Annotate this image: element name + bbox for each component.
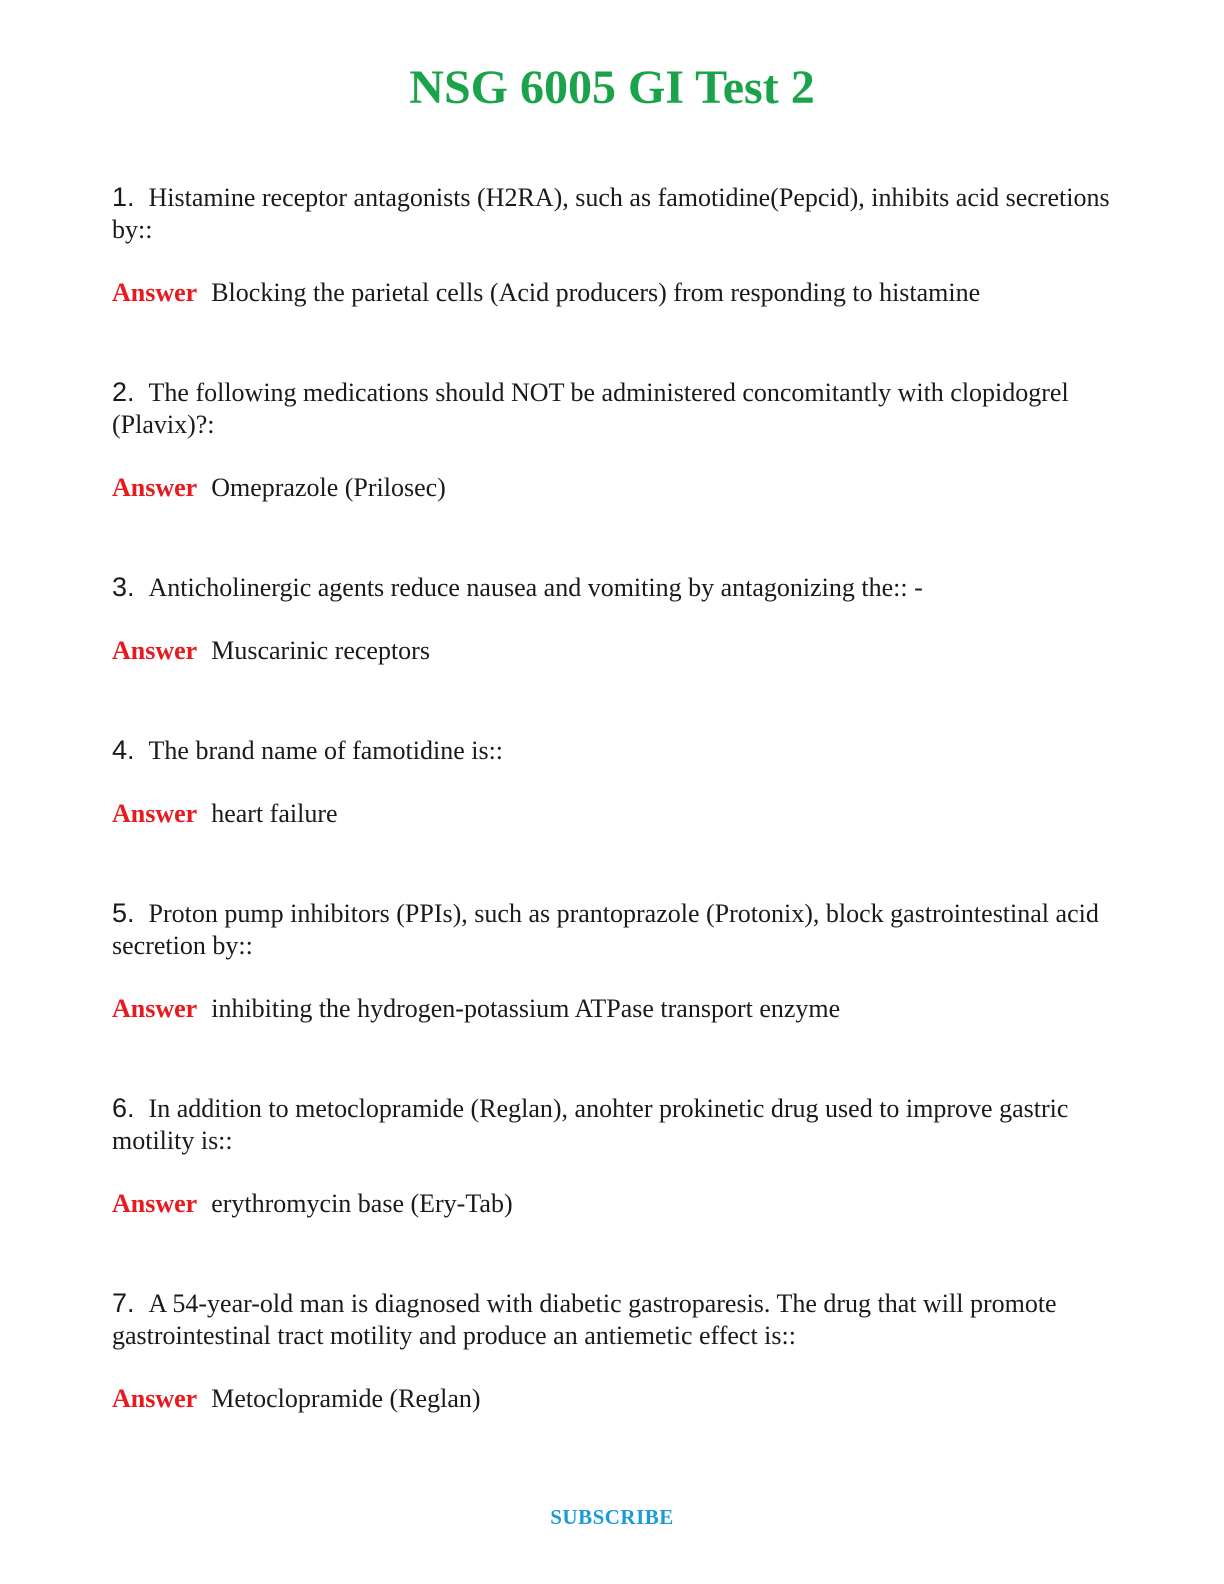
question-block-1 <box>112 181 1122 307</box>
answer-line <box>112 1383 481 1415</box>
question-number: 1. <box>112 182 135 212</box>
answer-line <box>112 472 446 504</box>
question-block-2 <box>112 376 1122 502</box>
question-text <box>112 734 1122 767</box>
answer-line <box>112 993 840 1025</box>
question-number: 6. <box>112 1093 135 1123</box>
answer-text: Muscarinic receptors <box>211 636 430 665</box>
question-body: In addition to metoclopramide (Reglan), anohter prokinetic drug used to improve gastric motility is:: <box>112 1094 1069 1155</box>
answer-text: heart failure <box>211 799 338 828</box>
question-text <box>112 1092 1122 1157</box>
question-block-7 <box>112 1287 1122 1413</box>
answer-text: Blocking the parietal cells (Acid producers) from responding to histamine <box>211 278 981 307</box>
answer-text: inhibiting the hydrogen-potassium ATPase transport enzyme <box>211 994 841 1023</box>
question-number: 7. <box>112 1288 135 1318</box>
question-number: 4. <box>112 735 135 765</box>
question-block-4 <box>112 734 1122 828</box>
question-number: 3. <box>112 572 135 602</box>
question-number: 2. <box>112 377 135 407</box>
answer-label: Answer <box>112 278 198 307</box>
question-text <box>112 1287 1122 1352</box>
question-body: The following medications should NOT be administered concomitantly with clopidogrel (Plavix)?: <box>112 378 1069 439</box>
answer-text: Omeprazole (Prilosec) <box>211 473 446 502</box>
answer-text: Metoclopramide (Reglan) <box>211 1384 481 1413</box>
answer-label: Answer <box>112 636 198 665</box>
document-title: NSG 6005 GI Test 2 <box>409 61 815 114</box>
question-body: A 54-year-old man is diagnosed with diabetic gastroparesis. The drug that will promote gastrointestinal tract motility and produce an antiemetic effect is:: <box>112 1289 1057 1350</box>
question-text <box>112 897 1122 962</box>
question-block-6 <box>112 1092 1122 1218</box>
answer-line <box>112 277 980 309</box>
question-body: Anticholinergic agents reduce nausea and vomiting by antagonizing the:: - <box>148 573 923 602</box>
answer-label: Answer <box>112 1189 198 1218</box>
question-body: The brand name of famotidine is:: <box>148 736 504 765</box>
answer-label: Answer <box>112 994 198 1023</box>
question-block-5 <box>112 897 1122 1023</box>
question-text <box>112 376 1122 441</box>
answer-line <box>112 635 430 667</box>
answer-text: erythromycin base (Ery-Tab) <box>211 1189 513 1218</box>
answer-line <box>112 798 338 830</box>
question-body: Histamine receptor antagonists (H2RA), such as famotidine(Pepcid), inhibits acid secretions by:: <box>112 183 1110 244</box>
question-block-3 <box>112 571 1122 665</box>
question-number: 5. <box>112 898 135 928</box>
question-body: Proton pump inhibitors (PPIs), such as prantoprazole (Protonix), block gastrointestinal acid secretion by:: <box>112 899 1099 960</box>
answer-label: Answer <box>112 1384 198 1413</box>
answer-line <box>112 1188 513 1220</box>
question-text <box>112 181 1122 246</box>
question-text <box>112 571 1122 604</box>
subscribe-link[interactable]: SUBSCRIBE <box>550 1505 674 1529</box>
answer-label: Answer <box>112 799 198 828</box>
answer-label: Answer <box>112 473 198 502</box>
